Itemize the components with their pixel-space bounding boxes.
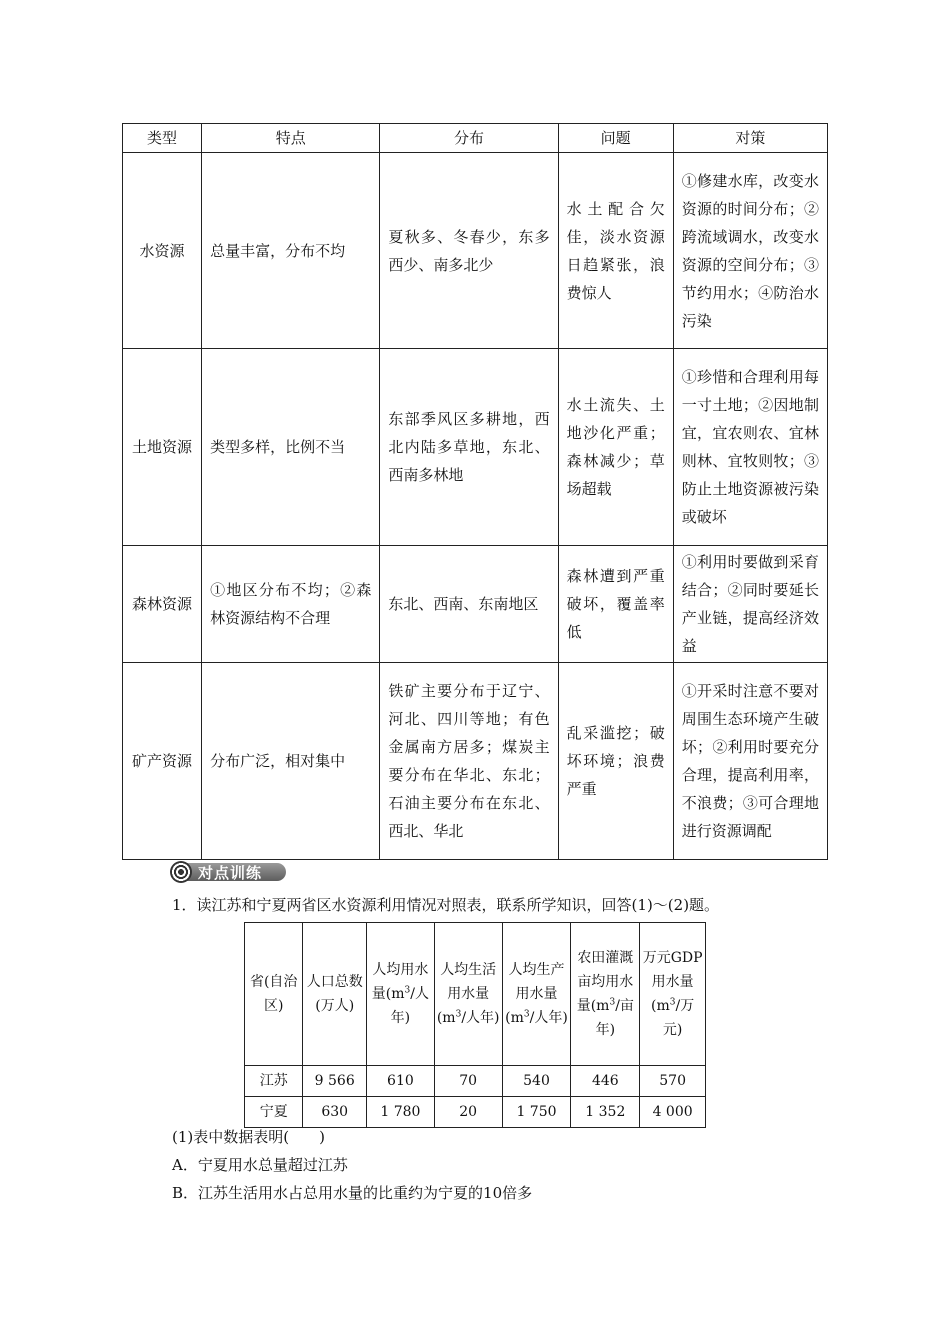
table-row xyxy=(123,546,828,663)
table-cell: 630 xyxy=(303,1097,367,1128)
table-cell: 江苏 xyxy=(245,1066,303,1097)
question-text: 1．读江苏和宁夏两省区水资源利用情况对照表，联系所学知识，回答(1)～(2)题。 xyxy=(172,896,720,914)
table-cell: 9 566 xyxy=(303,1066,367,1097)
header-feature: 特点 xyxy=(202,124,380,153)
table-row xyxy=(245,1097,706,1128)
table-header-row xyxy=(123,124,828,153)
option-b[interactable]: B．江苏生活用水占总用水量的比重约为宁夏的10倍多 xyxy=(172,1184,533,1202)
table-cell: 610 xyxy=(367,1066,435,1097)
cell-type: 森林资源 xyxy=(123,546,202,663)
cell-type: 矿产资源 xyxy=(123,663,202,860)
header-type: 类型 xyxy=(123,124,202,153)
table-cell: 1 780 xyxy=(367,1097,435,1128)
table-row xyxy=(123,663,828,860)
table-header-row xyxy=(245,923,706,1066)
table-cell: 20 xyxy=(434,1097,502,1128)
target-icon xyxy=(170,861,192,883)
cell-problem: 森林遭到严重破坏，覆盖率低 xyxy=(558,546,673,663)
table-cell: 540 xyxy=(502,1066,571,1097)
cell-feature: 类型多样，比例不当 xyxy=(202,349,380,546)
table-cell: 1 750 xyxy=(502,1097,571,1128)
table-row xyxy=(245,1066,706,1097)
table-cell: 570 xyxy=(640,1066,706,1097)
header-population: 人口总数(万人) xyxy=(303,923,367,1066)
cell-feature: ①地区分布不均；②森林资源结构不合理 xyxy=(202,546,380,663)
table-row xyxy=(123,153,828,349)
resource-table xyxy=(122,123,828,860)
table-cell: 4 000 xyxy=(640,1097,706,1128)
table-row xyxy=(123,349,828,546)
cell-type: 水资源 xyxy=(123,153,202,349)
cell-problem: 乱采滥挖；破坏环境；浪费严重 xyxy=(558,663,673,860)
header-per-capita-domestic: 人均生活用水量($m^3/$人年) xyxy=(434,923,502,1066)
section-banner xyxy=(170,860,288,884)
cell-feature: 总量丰富，分布不均 xyxy=(202,153,380,349)
header-region: 省(自治区) xyxy=(245,923,303,1066)
cell-measure: ①珍惜和合理利用每一寸土地；②因地制宜，宜农则农、宜林则林、宜牧则牧；③防止土地资源被污染或破坏 xyxy=(673,349,827,546)
water-usage-table xyxy=(244,922,706,1128)
header-irrigation: 农田灌溉亩均用水量($m^3/$亩年) xyxy=(571,923,640,1066)
header-distribution: 分布 xyxy=(380,124,558,153)
table-cell: 1 352 xyxy=(571,1097,640,1128)
banner-title: 对点训练 xyxy=(198,863,263,882)
table-cell: 宁夏 xyxy=(245,1097,303,1128)
cell-feature: 分布广泛，相对集中 xyxy=(202,663,380,860)
cell-distribution: 铁矿主要分布于辽宁、河北、四川等地；有色金属南方居多；煤炭主要分布在华北、东北；石油主要分布在东北、西北、华北 xyxy=(380,663,558,860)
option-a[interactable]: A．宁夏用水总量超过江苏 xyxy=(172,1156,348,1174)
cell-distribution: 东北、西南、东南地区 xyxy=(380,546,558,663)
sub-question: (1)表中数据表明( ) xyxy=(172,1128,325,1146)
header-per-capita-production: 人均生产用水量($m^3/$人年) xyxy=(502,923,571,1066)
cell-measure: ①开采时注意不要对周围生态环境产生破坏；②利用时要充分合理，提高利用率，不浪费；③可合理地进行资源调配 xyxy=(673,663,827,860)
cell-distribution: 夏秋多、冬春少，东多西少、南多北少 xyxy=(380,153,558,349)
header-per-capita-water: 人均用水量($m^3/$人年) xyxy=(367,923,435,1066)
table-cell: 446 xyxy=(571,1066,640,1097)
cell-problem: 水土流失、土地沙化严重；森林减少；草场超载 xyxy=(558,349,673,546)
cell-measure: ①利用时要做到采育结合；②同时要延长产业链，提高经济效益 xyxy=(673,546,827,663)
header-gdp-water: 万元GDP用水量($m^3/$万元) xyxy=(640,923,706,1066)
cell-problem: 水土配合欠佳，淡水资源日趋紧张，浪费惊人 xyxy=(558,153,673,349)
cell-distribution: 东部季风区多耕地，西北内陆多草地，东北、西南多林地 xyxy=(380,349,558,546)
cell-measure: ①修建水库，改变水资源的时间分布；②跨流域调水，改变水资源的空间分布；③节约用水；④防治水污染 xyxy=(673,153,827,349)
header-problem: 问题 xyxy=(558,124,673,153)
header-measure: 对策 xyxy=(673,124,827,153)
cell-type: 土地资源 xyxy=(123,349,202,546)
table-cell: 70 xyxy=(434,1066,502,1097)
